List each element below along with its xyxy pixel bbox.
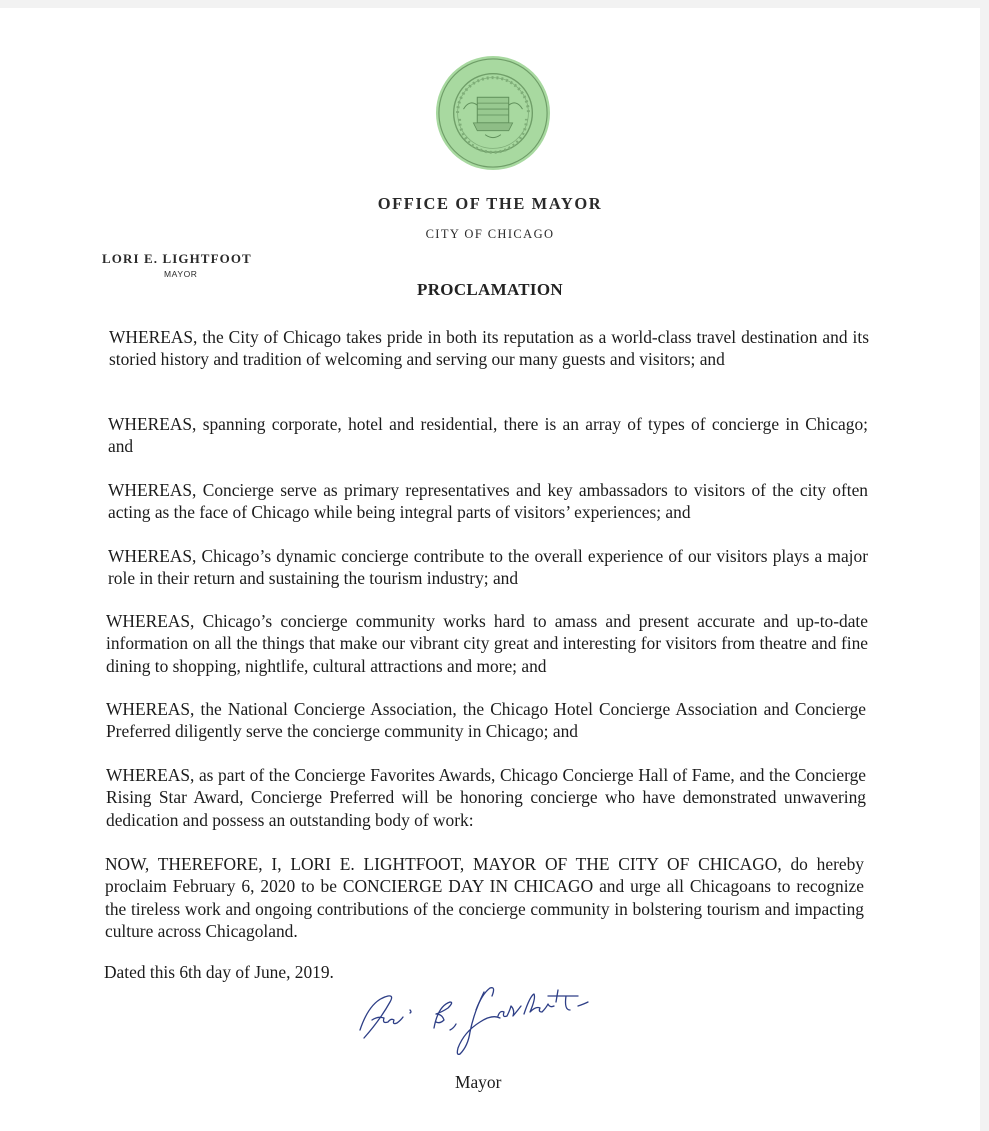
resolution-clause: NOW, THEREFORE, I, LORI E. LIGHTFOOT, MAYOR OF THE CITY OF CHICAGO, do hereby proclaim February 6, 2020 to be CONCIERGE DAY IN CHICAGO and urge all Chicagoans to recognize the tireless work and ongoing contributions of the concierge community in bolstering tourism and impacting culture across Chicagoland. <box>105 854 864 941</box>
signature-label: Mayor <box>455 1072 502 1092</box>
whereas-clause: WHEREAS, the City of Chicago takes pride in both its reputation as a world-class travel destination and its storied history and tradition of welcoming and serving our many guests and visitors; and <box>109 327 869 370</box>
dated-line: Dated this 6th day of June, 2019. <box>104 962 334 982</box>
proclamation-page <box>0 8 980 1131</box>
city-name: CITY OF CHICAGO <box>425 227 555 241</box>
city-seal-icon <box>434 54 552 172</box>
office-title: OFFICE OF THE MAYOR <box>377 194 603 213</box>
whereas-clause: WHEREAS, the National Concierge Association, the Chicago Hotel Concierge Association and Concierge Preferred diligently serve the concierge community in Chicago; and <box>106 699 866 742</box>
mayor-title: MAYOR <box>164 269 198 279</box>
whereas-clause: WHEREAS, Chicago’s concierge community works hard to amass and present accurate and up-to-date information on all the things that make our vibrant city great and interesting for visitors from theatre and fine dining to shopping, nightlife, cultural attractions and more; and <box>106 611 868 676</box>
mayor-signature <box>352 970 602 1062</box>
mayor-name: LORI E. LIGHTFOOT <box>102 251 252 266</box>
proclamation-heading: PROCLAMATION <box>417 280 563 299</box>
whereas-clause: WHEREAS, spanning corporate, hotel and residential, there is an array of types of concierge in Chicago; and <box>108 414 868 457</box>
whereas-clause: WHEREAS, Chicago’s dynamic concierge contribute to the overall experience of our visitors plays a major role in their return and sustaining the tourism industry; and <box>108 546 868 589</box>
whereas-clause: WHEREAS, Concierge serve as primary representatives and key ambassadors to visitors of the city often acting as the face of Chicago while being integral parts of visitors’ experiences; and <box>108 480 868 523</box>
whereas-clause: WHEREAS, as part of the Concierge Favorites Awards, Chicago Concierge Hall of Fame, and the Concierge Rising Star Award, Concierge Preferred will be honoring concierge who have demonstrated unwavering dedication and possess an outstanding body of work: <box>106 765 866 830</box>
